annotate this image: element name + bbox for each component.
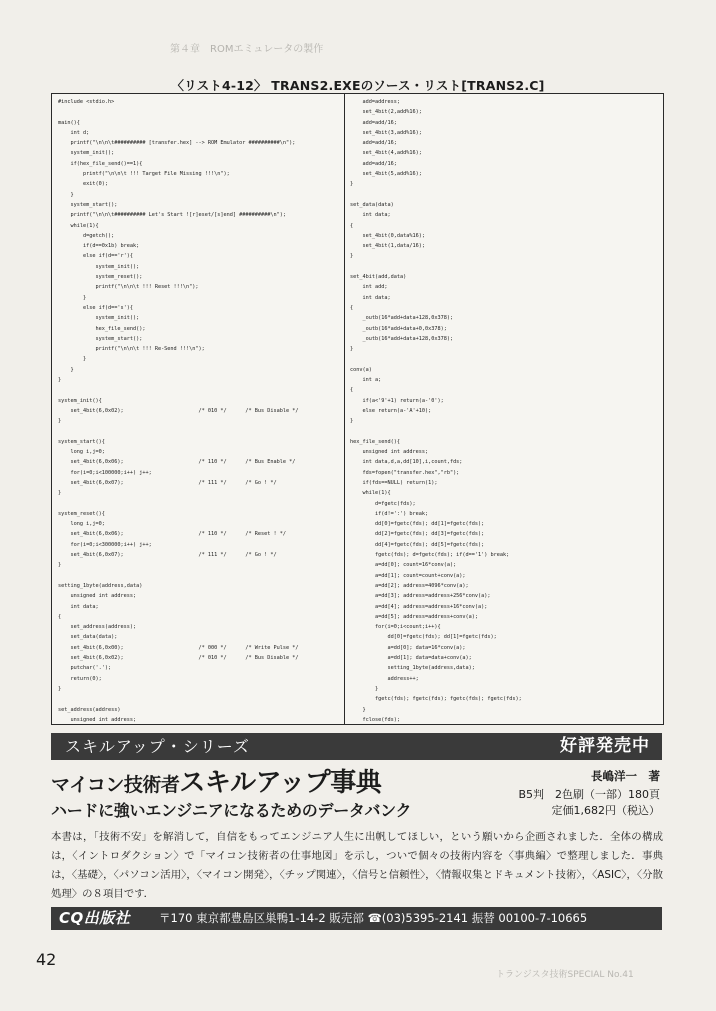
code-line: set_4bit(6,0x07); /* 111 */ /* Go ! */ [58,479,277,486]
code-line [58,499,340,509]
code-line: { [350,387,354,394]
code-line: _outb(16*add+data+0,0x378); [350,325,447,332]
code-line: for(i=0;i<100000;i++) j++; [58,469,152,476]
code-line: address++; [350,675,419,682]
code-line: set_4bit(add,data) [350,274,407,281]
code-line [350,262,658,272]
code-line: system_init(){ [58,397,102,404]
publisher-logo: CQ出版社 [59,909,131,927]
code-line: int data; [58,603,99,610]
book-spec: B5判 2色刷（一部）180頁 [518,788,660,801]
code-line: } [58,562,62,569]
code-line: fds=fopen("transfer.hex","rb"); [350,469,460,476]
code-line: a=dd[1]; count=count+conv(a); [350,572,466,579]
code-line: { [58,613,62,620]
book-subtitle: ハードに強いエンジニアになるためのデータバンク [51,801,412,820]
code-line: unsigned int address; [58,716,137,723]
code-line: int add; [350,284,388,291]
code-line: main(){ [58,119,80,126]
code-line: set_data(data); [58,634,118,641]
code-line: set_4bit(6,0x06); /* 110 */ /* Reset ! */ [58,531,286,538]
code-line: long i,j=0; [58,449,105,456]
code-column-right [350,97,658,725]
code-line: } [58,685,62,692]
code-line: setting_1byte(address,data); [350,665,475,672]
code-line: { [350,304,354,311]
code-line: unsigned int address; [58,593,137,600]
code-line: a=dd[4]; address=address+16*conv(a); [350,603,488,610]
code-line: unsigned int address; [350,449,429,456]
code-line: putchar('.'); [58,665,112,672]
code-line: system_reset(); [58,274,143,281]
code-line: } [58,191,74,198]
series-banner [51,733,662,760]
code-line: dd[2]=fgetc(fds); dd[3]=fgetc(fds); [350,531,485,538]
code-line: } [350,706,366,713]
code-line: a=dd[0]; data=16*conv(a); [350,644,466,651]
sales-status: 好評発売中 [560,736,650,756]
code-line: } [350,253,354,260]
code-line: } [58,366,74,373]
code-line: } [58,490,62,497]
code-line: system_reset(){ [58,510,105,517]
code-line: fgetc(fds); fgetc(fds); fgetc(fds); fgetc(fds); [350,696,522,703]
code-line [58,571,340,581]
code-line: system_init(); [58,315,140,322]
code-line: a=dd[1]; data=data+conv(a); [350,655,472,662]
code-line: fclose(fds); [350,716,400,723]
code-line: #include <stdio.h> [58,99,115,105]
code-line: dd[0]=fgetc(fds); dd[1]=fgetc(fds); [350,634,497,641]
code-line: if(d!=':') break; [350,510,429,517]
code-line: } [350,418,354,425]
source-listing-box [51,93,664,725]
code-line: return(0); [58,675,102,682]
code-line: _outb(16*add+data+128,0x378); [350,335,454,342]
code-line: set_4bit(3,add%16); [350,129,422,136]
code-line: a=dd[5]; address=address+conv(a); [350,613,479,620]
code-line: set_4bit(6,0x02); /* 010 */ /* Bus Disable */ [58,407,299,414]
code-line [58,107,340,117]
bleed-through-header: 第４章 ROMエミュレータの製作 [170,44,324,55]
code-line: set_4bit(6,0x07); /* 111 */ /* Go ! */ [58,552,277,559]
code-line: } [350,181,354,188]
bleed-through-footer: トランジスタ技術SPECIAL No.41 [496,970,634,980]
code-line: system_init(); [58,263,140,270]
code-line: dd[4]=fgetc(fds); dd[5]=fgetc(fds); [350,541,485,548]
code-line: set_4bit(1,data/16); [350,243,425,250]
code-line: long i,j=0; [58,521,105,528]
code-line: while(1){ [58,222,99,229]
page-number: 42 [36,950,57,969]
code-line [350,190,658,200]
code-line [350,354,658,364]
code-line: d=getch(); [58,232,115,239]
code-line: set_4bit(5,add%16); [350,171,422,178]
code-line: if(hex_file_send()==1){ [58,160,143,167]
code-line [58,385,340,395]
code-line: a=dd[2]; address=4096*conv(a); [350,582,469,589]
code-line: set_address(address); [58,624,137,631]
code-line: for(i=0;i<count;i++){ [350,624,441,631]
code-line: exit(0); [58,181,108,188]
code-line: set_4bit(6,0x06); /* 110 */ /* Bus Enable */ [58,459,296,466]
code-line: d=fgetc(fds); [350,500,416,507]
code-line: else return(a-'A'+10); [350,407,432,414]
code-line: hex_file_send(){ [350,438,400,445]
code-line: if(a<'9'+1) return(a-'0'); [350,397,444,404]
code-line: add=address; [350,99,400,105]
publisher-banner [51,907,662,930]
code-line: printf("\n\n\t !!! Re-Send !!!\n"); [58,346,205,353]
code-line: } [58,418,62,425]
code-line: } [350,346,354,353]
code-line: set_4bit(2,add%16); [350,109,422,116]
code-line: } [350,685,379,692]
code-line: system_init(); [58,150,115,157]
book-author: 長嶋洋一 著 [591,769,660,783]
code-line: int data; [350,294,391,301]
code-line: add=add/16; [350,160,397,167]
code-line: set_address(address) [58,706,121,713]
code-line: set_4bit(6,0x00); /* 000 */ /* Write Pulse */ [58,644,299,651]
code-line: if(d==0x1b) break; [58,243,140,250]
column-divider [344,94,345,724]
code-line: set_4bit(4,add%16); [350,150,422,157]
code-line: int d; [58,129,90,136]
publisher-address: 〒170 東京都豊島区巣鴨1-14-2 販売部 ☎(03)5395-2141 振替 00100-7-10665 [159,911,588,925]
code-line: system_start(); [58,335,143,342]
code-line: conv(a) [350,366,372,373]
code-line: } [58,294,87,301]
code-line: int data,d,a,dd[10],i,count,fds; [350,459,463,466]
code-line: if(fds==NULL) return(1); [350,479,438,486]
book-title-prefix: マイコン技術者 [51,774,180,796]
series-name: スキルアップ・シリーズ [65,737,250,756]
listing-caption: 〈リスト4-12〉 TRANS2.EXEのソース・リスト[TRANS2.C] [171,78,545,93]
code-line: hex_file_send(); [58,325,146,332]
code-line: _outb(16*add+data+128,0x378); [350,315,454,322]
code-line: setting_1byte(address,data) [58,582,143,589]
book-price: 定価1,682円（税込） [551,804,660,817]
code-line: a=dd[0]; count=16*conv(a); [350,562,457,569]
code-line: printf("\n\n\t !!! Target File Missing !!!\n"); [58,171,230,178]
code-line: int a; [350,377,382,384]
code-line: printf("\n\n\t########## Let's Start ![r]eset/[s]end] ##########\n"); [58,212,286,219]
code-line [350,427,658,437]
code-line: a=dd[3]; address=address+256*conv(a); [350,593,491,600]
code-line: system_start(){ [58,438,105,445]
code-column-left [58,97,340,725]
code-line: for(i=0;i<300000;i++) j++; [58,541,152,548]
code-line: } [58,377,62,384]
book-title [51,762,381,799]
code-line: else if(d=='s'){ [58,304,133,311]
code-line: while(1){ [350,490,391,497]
code-line: else if(d=='r'){ [58,253,133,260]
code-line: dd[0]=fgetc(fds); dd[1]=fgetc(fds); [350,521,485,528]
code-line: set_4bit(0,data%16); [350,232,425,239]
code-line: printf("\n\n\t !!! Reset !!!\n"); [58,284,199,291]
code-line: system_start(); [58,201,118,208]
code-line: set_data(data) [350,201,394,208]
code-line: } [58,356,87,363]
code-line [58,427,340,437]
code-line [58,694,340,704]
code-line: set_4bit(6,0x02); /* 010 */ /* Bus Disable */ [58,655,299,662]
code-line: int data; [350,212,391,219]
code-line: add=add/16; [350,119,397,126]
code-line: fgetc(fds); d=fgetc(fds); if(d=='1') break; [350,552,510,559]
book-title-main: スキルアップ事典 [179,768,382,798]
code-line: printf("\n\n\t########## [transfer.hex] --> ROM Emulator ##########\n"); [58,140,296,147]
code-line: add=add/16; [350,140,397,147]
code-line: { [350,222,354,229]
book-description: 本書は，「技術不安」を解消して，自信をもってエンジニア人生に出帆してほしい，という願いから企画されました．全体の構成は，〈イントロダクション〉で「マイコン技術者の仕事地図」を示し，ついで個々の技術内容を〈事典編〉で整理しました．事典は，〈基礎〉，〈パソコン活用〉，〈マイコン開発〉，〈チップ関連〉，〈信号と信頼性〉，〈情報収集とドキュメント技術〉，〈ASIC〉，〈分散処理〉の８項目です． [51,831,663,900]
